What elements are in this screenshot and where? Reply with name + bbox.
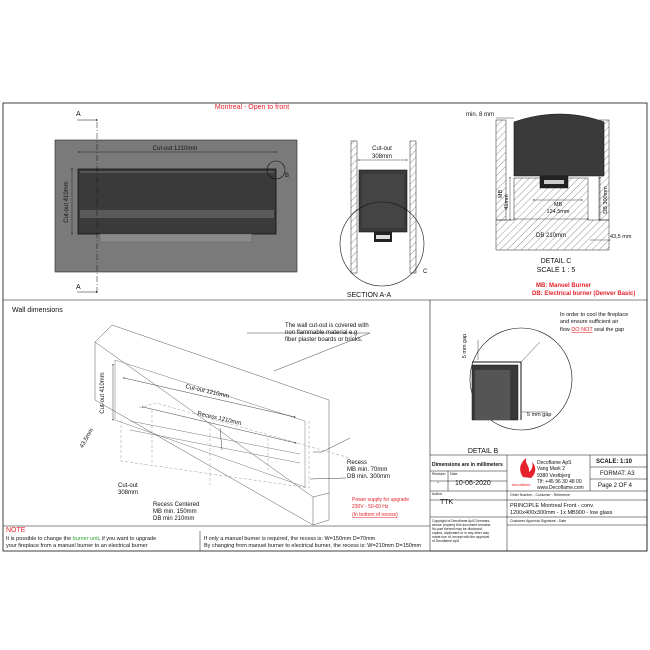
copyright-line-4: copied, duplicated or in any other way	[432, 531, 489, 536]
company-address-1: Vang Mark 2	[537, 466, 565, 473]
detail-c-min-gap: min. 8 mm	[466, 112, 495, 118]
power-supply-3: (In bottom of recess)	[352, 512, 398, 518]
copyright-line-1: Copyright of Decoflame ApS Denmark,	[432, 519, 491, 523]
section-a-bottom: A	[76, 284, 81, 291]
wall-db-min-300: DB min. 300mm	[347, 474, 391, 480]
detail-c-mb-label: MB	[553, 202, 563, 208]
copyright-block	[432, 519, 491, 543]
wall-note-1: The wall cut-out is covered with	[285, 323, 369, 329]
detail-b-view	[470, 328, 572, 430]
date-label: Date	[450, 472, 458, 476]
approval-label: Customer Approval Signature - Date	[510, 519, 567, 523]
company-address-2: 9380 Vestbjerg	[537, 472, 571, 479]
front-cutout-height: Cut-out 410mm	[64, 181, 70, 223]
front-cutout-width: Cut-out 1210mm	[152, 146, 198, 152]
wall-note-2: non flammable material e.g	[285, 330, 358, 336]
section-aa-view	[340, 141, 424, 286]
copyright-line-6: of Decoflame ApS.	[432, 539, 461, 544]
note-line-1: It is possible to change the burner unit, if you want to upgrade	[6, 536, 157, 542]
detail-c-title: DETAIL C	[540, 258, 572, 265]
section-aa-title: SECTION A-A	[346, 292, 392, 299]
logo-wordmark: decoflame	[512, 482, 531, 487]
revision-label: Revision	[432, 472, 446, 476]
date-value: 10-06-2020	[455, 480, 491, 487]
detail-c-mb-value: 124,5mm	[546, 209, 570, 215]
note-recess-1: If only a manuel burner is required, the recess is: W=150mm D=70mm	[204, 536, 376, 542]
detail-c-marker: C	[423, 269, 428, 275]
dims-note: Dimensions are in millimeters	[432, 462, 503, 468]
detail-c-mb-left-label: MB	[498, 189, 504, 199]
wall-recess-width: Recess 1210mm	[196, 411, 242, 428]
note-recess-2: By changing from manuel burner to electrical burner, the recess is: W=210mm D=150mm	[204, 543, 422, 549]
detail-c-db-right: DB 300mm	[603, 186, 609, 214]
detail-b-marker: B	[285, 173, 290, 179]
page-value: Page 2 OF 4	[598, 483, 633, 489]
fireplace-unit	[78, 169, 276, 234]
company-web: www.Decoflame.com	[537, 485, 584, 491]
note-title: NOTE	[6, 527, 26, 534]
note-line-2: your fireplace from a manuel burner to an electrical burner	[6, 543, 148, 549]
detail-b-note-2: and ensure sufficient air	[560, 319, 619, 325]
principle-1: PRINCIPLE Montreal Front - conv.	[510, 503, 594, 509]
wall-heading: Wall dimensions	[12, 307, 63, 314]
detail-c-mb-left-value: 41mm	[504, 194, 510, 210]
company-name: Decoflame ApS	[537, 460, 572, 466]
section-cutout-label: Cut-out	[372, 146, 392, 152]
format-value: FORMAT: A3	[600, 471, 635, 477]
company-info	[537, 460, 584, 491]
detail-c-db-label: DB 210mm	[535, 233, 567, 239]
wall-mb-min-70: MB min. 70mm	[347, 467, 388, 473]
copyright-line-5: made use of, except with the approval	[432, 535, 490, 540]
wall-cutout-label: Cut-out	[118, 483, 138, 489]
revision-value: -	[437, 480, 439, 486]
author-label: Author	[432, 492, 443, 496]
wall-cutout-depth: 308mm	[118, 490, 139, 496]
wall-cutout-height: Cut-out 410mm	[100, 372, 106, 414]
scale-value: SCALE: 1:10	[596, 459, 633, 465]
author-value: TTK	[440, 499, 454, 506]
power-supply-1: Power supply for upgrade	[352, 497, 409, 503]
section-cutout-value: 308mm	[371, 154, 393, 160]
detail-b-gap-vertical: 5 mm gap	[462, 333, 468, 359]
copyright-line-2: whose property this document remains.	[432, 523, 492, 528]
detail-c-dimension: 43,5 mm	[610, 234, 632, 240]
wall-recess-centered: Recess Centered	[153, 502, 200, 508]
detail-c-view	[496, 114, 611, 250]
wall-cutout-width: Cut-out 1210mm	[184, 384, 230, 400]
legend-mb: MB: Manuel Burner	[536, 283, 592, 289]
detail-b-note-1: In order to cool the fireplace	[560, 312, 629, 318]
section-a-top: A	[76, 111, 81, 118]
decoflame-logo-icon	[520, 458, 535, 478]
copyright-line-3: No part thereof may be disclosed,	[432, 527, 483, 532]
detail-b-gap-horizontal: 5 mm gap	[527, 412, 552, 418]
detail-b-note-3: flow DO NOT seal the gap	[560, 327, 625, 333]
wall-recess: Recess	[347, 460, 368, 466]
sheet-title: Montreal - Open to front	[214, 104, 290, 111]
wall-db-min-210: DB min 210mm	[153, 516, 195, 522]
company-phone: Tlf: +45 96 30 48 00	[537, 478, 582, 485]
detail-c-scale: SCALE 1 : 5	[536, 267, 576, 274]
order-label: Order Number - Customer - Reference	[510, 493, 570, 497]
detail-b-title: DETAIL B	[467, 448, 499, 455]
wall-mb-min-150: MB min. 150mm	[153, 509, 197, 515]
power-supply-2: 230V - 50-60 Hz	[352, 504, 389, 510]
principle-2: 1200x400x300mm - 1x MB900 - low glass	[510, 510, 613, 516]
wall-note-3: fiber plaster boards or bricks.	[285, 337, 363, 343]
wall-depth: 43,5mm	[79, 427, 96, 450]
legend-db: DB: Electrical burner (Denver Basic)	[532, 291, 636, 297]
